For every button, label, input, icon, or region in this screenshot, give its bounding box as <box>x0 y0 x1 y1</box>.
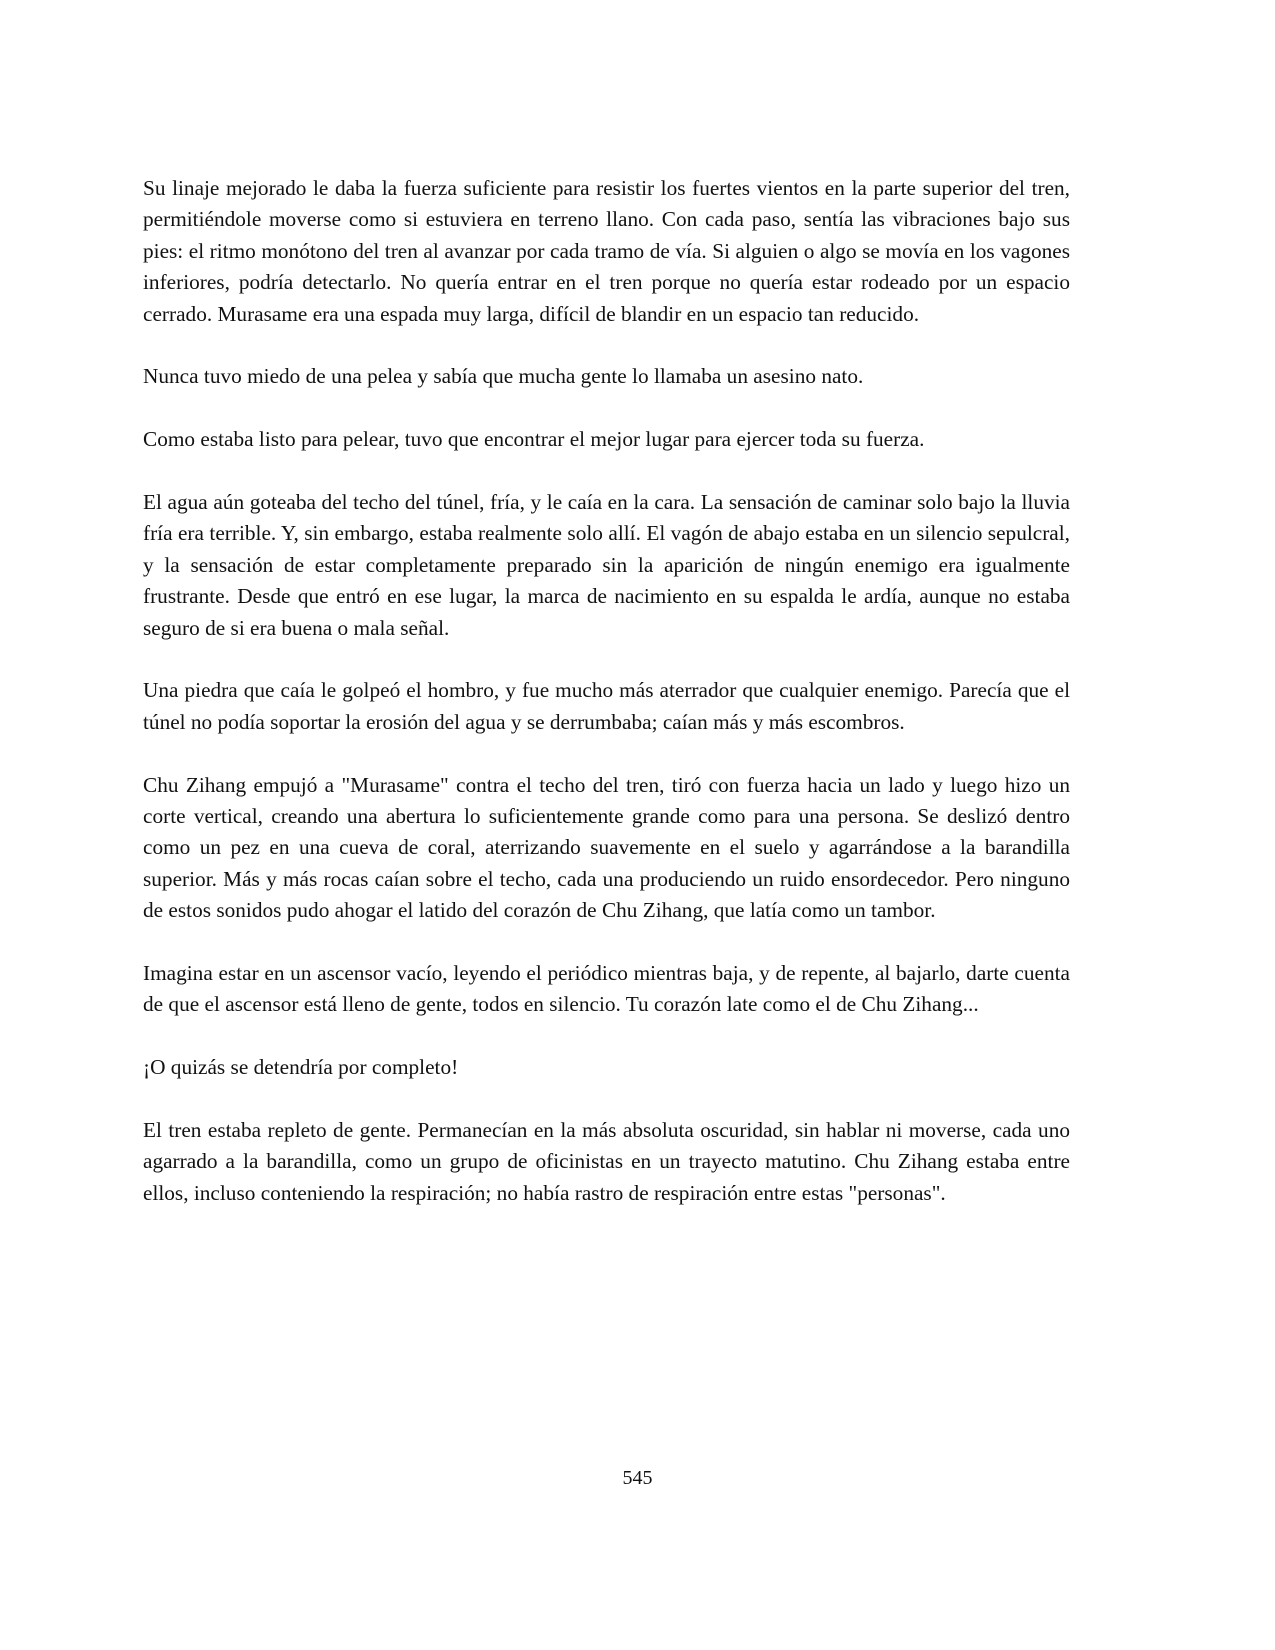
paragraph: Imagina estar en un ascensor vacío, leyendo el periódico mientras baja, y de repente, al bajarlo, darte cuenta de que el ascensor está lleno de gente, todos en silencio. Tu corazón late como el de Chu Zihang... <box>143 961 1070 1017</box>
paragraph: Su linaje mejorado le daba la fuerza suficiente para resistir los fuertes vientos en la parte superior del tren, permitiéndole moverse como si estuviera en terreno llano. Con cada paso, sentía las vibraciones bajo sus pies: el ritmo monótono del tren al avanzar por cada tramo de vía. Si alguien o algo se movía en los vagones inferiores, podría detectarlo. No quería entrar en el tren porque no quería estar rodeado por un espacio cerrado. Murasame era una espada muy larga, difícil de blandir en un espacio tan reducido. <box>143 176 1070 326</box>
page-body <box>143 173 1070 1241</box>
paragraph: Nunca tuvo miedo de una pelea y sabía que mucha gente lo llamaba un asesino nato. <box>143 364 864 389</box>
paragraph: ¡O quizás se detendría por completo! <box>143 1055 459 1080</box>
paragraph: Una piedra que caía le golpeó el hombro, y fue mucho más aterrador que cualquier enemigo. Parecía que el túnel no podía soportar la erosión del agua y se derrumbaba; caían más y más escombros. <box>143 678 1070 734</box>
paragraph: El agua aún goteaba del techo del túnel, fría, y le caía en la cara. La sensación de caminar solo bajo la lluvia fría era terrible. Y, sin embargo, estaba realmente solo allí. El vagón de abajo estaba en un silencio sepulcral, y la sensación de estar completamente preparado sin la aparición de ningún enemigo era igualmente frustrante. Desde que entró en ese lugar, la marca de nacimiento en su espalda le ardía, aunque no estaba seguro de si era buena o mala señal. <box>143 490 1070 640</box>
paragraph: El tren estaba repleto de gente. Permanecían en la más absoluta oscuridad, sin hablar ni moverse, cada uno agarrado a la barandilla, como un grupo de oficinistas en un trayecto matutino. Chu Zihang estaba entre ellos, incluso conteniendo la respiración; no había rastro de respiración entre estas "personas". <box>143 1118 1070 1205</box>
paragraph: Chu Zihang empujó a "Murasame" contra el techo del tren, tiró con fuerza hacia un lado y luego hizo un corte vertical, creando una abertura lo suficientemente grande como para una persona. Se deslizó dentro como un pez en una cueva de coral, aterrizando suavemente en el suelo y agarrándose a la barandilla superior. Más y más rocas caían sobre el techo, cada una produciendo un ruido ensordecedor. Pero ninguno de estos sonidos pudo ahogar el latido del corazón de Chu Zihang, que latía como un tambor. <box>143 772 1070 923</box>
paragraph: Como estaba listo para pelear, tuvo que encontrar el mejor lugar para ejercer toda su fuerza. <box>143 427 925 452</box>
page-number: 545 <box>622 1467 653 1489</box>
